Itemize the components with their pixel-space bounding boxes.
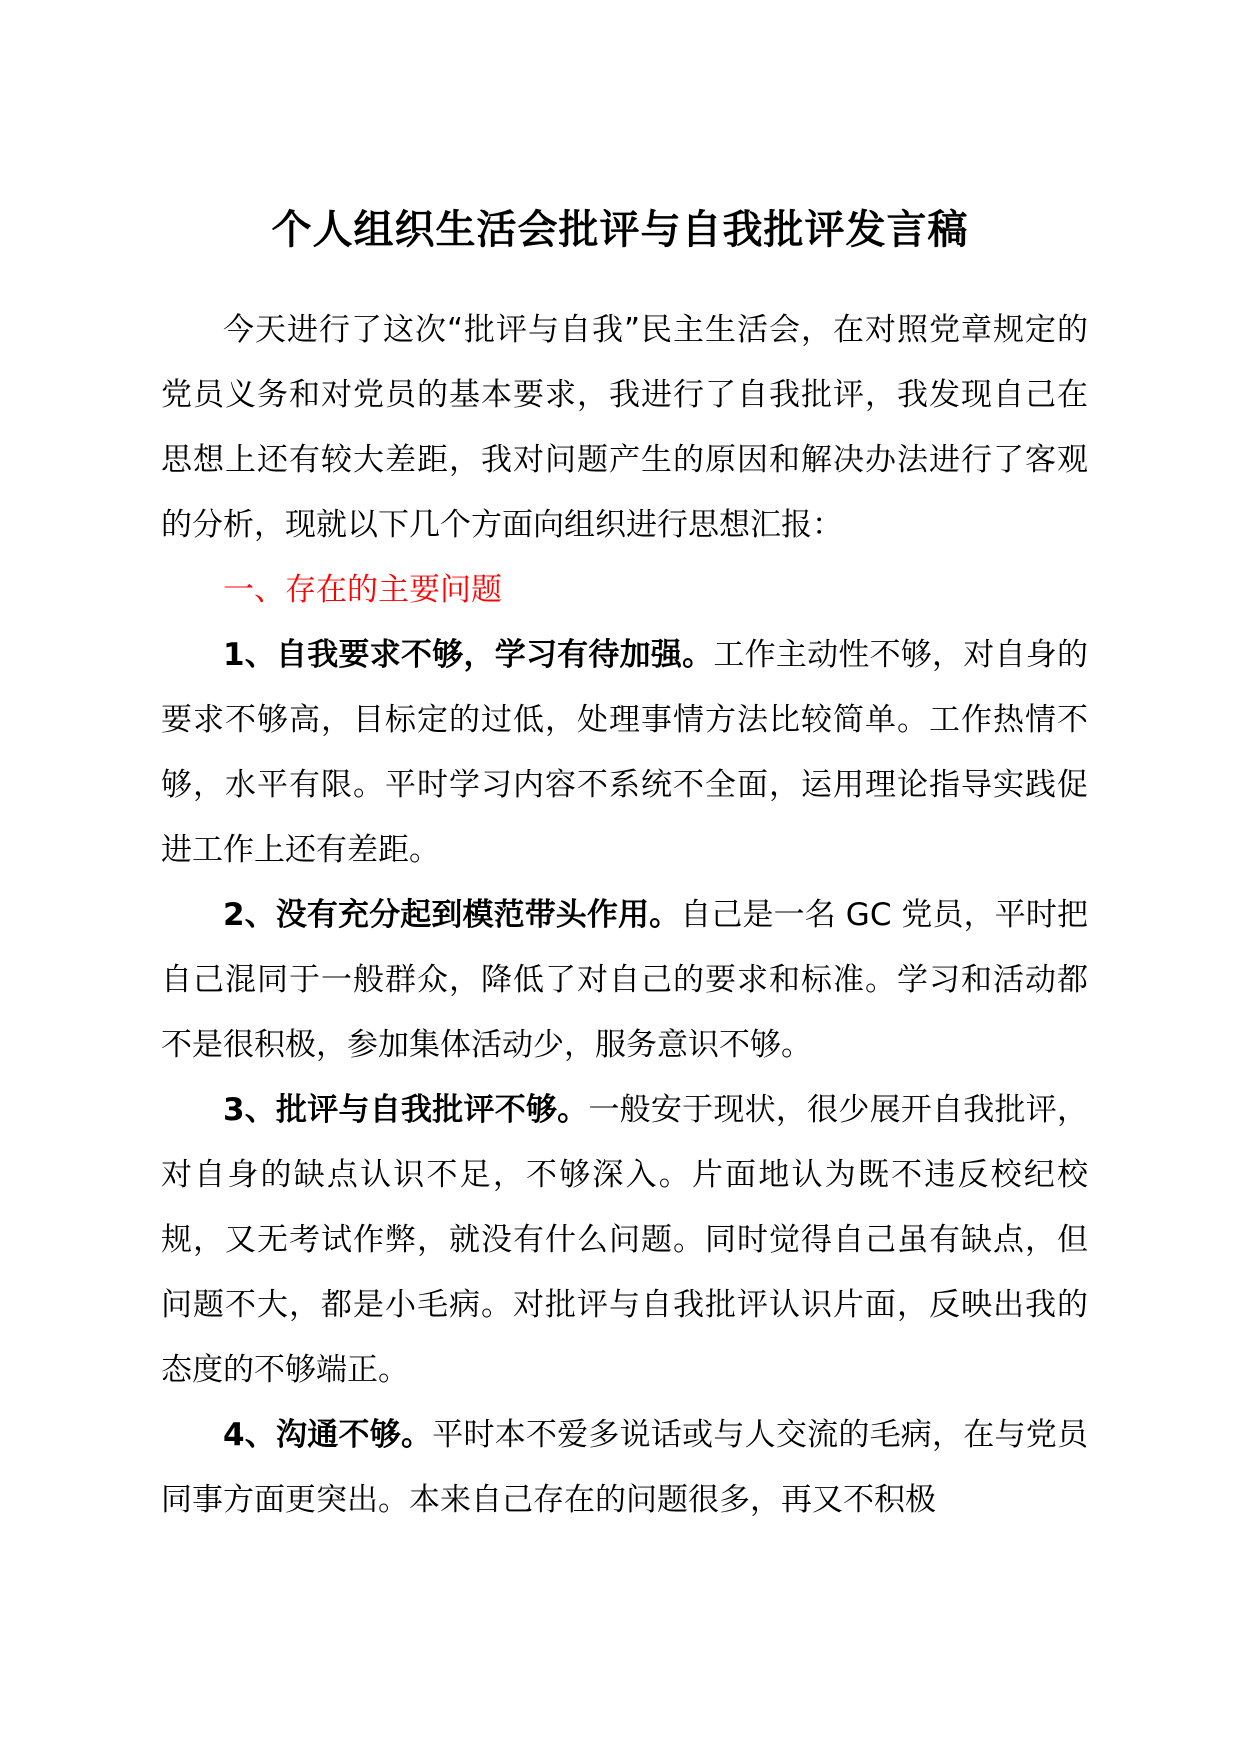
item-text-3: 一般安于现状，很少展开自我批评，对自身的缺点认识不足，不够深入。片面地认为既不违反校纪校规，又无考试作弊，就没有什么问题。同时觉得自己虽有缺点，但问题不大，都是小毛病。对批评与自我批评认识片面，反映出我的态度的不够端正。 <box>161 1092 1089 1388</box>
item-paragraph-3 <box>161 1078 1088 1403</box>
item-lead-2: 2、没有充分起到模范带头作用。 <box>223 897 681 933</box>
document-title: 个人组织生活会批评与自我批评发言稿 <box>271 207 969 253</box>
item-text-1: 工作主动性不够，对自身的要求不够高，目标定的过低，处理事情方法比较简单。工作热情不够，水平有限。平时学习内容不系统不全面，运用理论指导实践促进工作上还有差距。 <box>161 637 1088 868</box>
document-body <box>161 298 1088 1533</box>
section-heading: 一、存在的主要问题 <box>223 572 502 608</box>
item-lead-1: 1、自我要求不够，学习有待加强。 <box>223 637 714 673</box>
item-paragraph-1 <box>161 623 1088 883</box>
intro-paragraph: 今天进行了这次“批评与自我”民主生活会，在对照党章规定的党员义务和对党员的基本要求，我进行了自我批评，我发现自己在思想上还有较大差距，我对问题产生的原因和解决办法进行了客观的分析，现就以下几个方面向组织进行思想汇报： <box>161 312 1088 543</box>
item-paragraph-2 <box>161 883 1088 1078</box>
item-text-4: 平时本不爱多说话或与人交流的毛病，在与党员同事方面更突出。本来自己存在的问题很多，再又不积极 <box>161 1417 1088 1518</box>
item-text-2: 自己是一名 GC 党员，平时把自己混同于一般群众，降低了对自己的要求和标准。学习和活动都不是很积极，参加集体活动少，服务意识不够。 <box>161 897 1088 1063</box>
item-paragraph-4 <box>161 1403 1088 1533</box>
item-lead-4: 4、沟通不够。 <box>223 1417 433 1453</box>
item-lead-3: 3、批评与自我批评不够。 <box>223 1092 589 1128</box>
